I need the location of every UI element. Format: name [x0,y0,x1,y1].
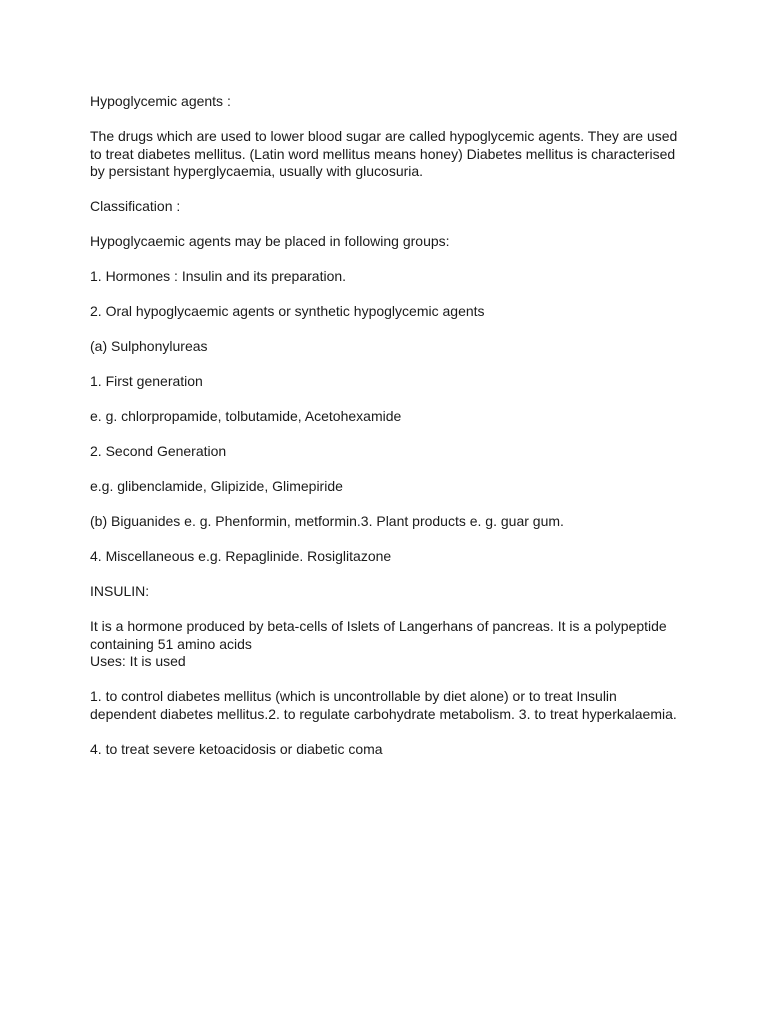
insulin-description [90,618,680,671]
intro-line: by persistant hyperglycaemia, usually with glucosuria. [90,163,424,180]
group-oral-agents: 2. Oral hypoglycaemic agents or synthetic hypoglycemic agents [90,303,485,320]
insulin-desc-line: containing 51 amino acids [90,635,252,652]
subgroup-sulphonylureas: (a) Sulphonylureas [90,338,208,355]
first-generation: 1. First generation [90,373,203,390]
groups-intro: Hypoglycaemic agents may be placed in following groups: [90,233,450,250]
intro-paragraph [90,128,680,181]
uses-line: 1. to control diabetes mellitus (which is uncontrollable by diet alone) or to treat Insulin [90,688,617,705]
subgroup-biguanides: (b) Biguanides e. g. Phenformin, metformin.3. Plant products e. g. guar gum. [90,513,564,530]
intro-line: The drugs which are used to lower blood sugar are called hypoglycemic agents. They are used [90,127,678,144]
uses-item-4: 4. to treat severe ketoacidosis or diabetic coma [90,740,383,757]
uses-line: Uses: It is used [90,653,186,670]
classification-heading: Classification : [90,198,181,215]
uses-line: dependent diabetes mellitus.2. to regulate carbohydrate metabolism. 3. to treat hyperkalaemia. [90,705,677,722]
second-generation: 2. Second Generation [90,443,227,460]
second-generation-examples: e.g. glibenclamide, Glipizide, Glimepiride [90,478,343,495]
insulin-heading: INSULIN: [90,582,150,599]
insulin-desc-line: It is a hormone produced by beta-cells of Islets of Langerhans of pancreas. It is a polypeptide [90,617,667,634]
group-hormones: 1. Hormones : Insulin and its preparation. [90,268,347,285]
group-miscellaneous: 4. Miscellaneous e.g. Repaglinide. Rosiglitazone [90,548,392,564]
document-heading: Hypoglycemic agents : [90,93,231,109]
uses-paragraph [90,688,680,723]
document-body [90,93,680,758]
intro-line: to treat diabetes mellitus. (Latin word mellitus means honey) Diabetes mellitus is characterised [90,145,676,162]
first-generation-examples: e. g. chlorpropamide, tolbutamide, Acetohexamide [90,408,402,425]
